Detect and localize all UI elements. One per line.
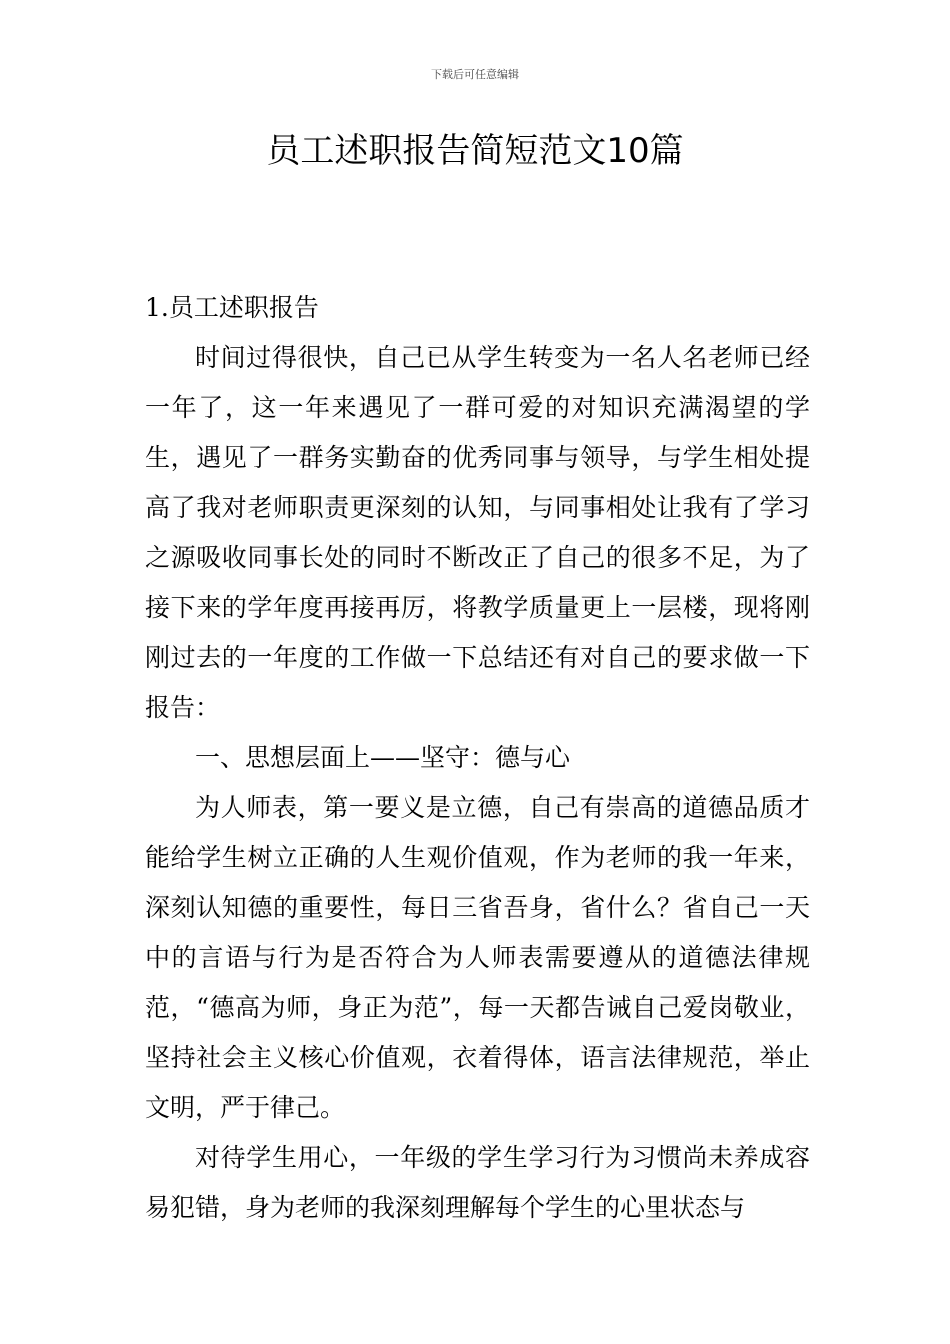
paragraph: 时间过得很快，自己已从学生转变为一名人名老师已经一年了，这一年来遇见了一群可爱的对知识充满渴望的学生，遇见了一群务实勤奋的优秀同事与领导，与学生相处提高了我对老师职责更深刻的认知，与同事相处让我有了学习之源吸收同事长处的同时不断改正了自己的很多不足，为了接下来的学年度再接再厉，将教学质量更上一层楼，现将刚刚过去的一年度的工作做一下总结还有对自己的要求做一下报告： bbox=[145, 343, 810, 722]
header-note: 下载后可任意编辑 bbox=[431, 68, 519, 81]
subsection-heading: 一、思想层面上——坚守：德与心 bbox=[195, 743, 571, 772]
section-heading: 1.员工述职报告 bbox=[145, 293, 319, 322]
document-title: 员工述职报告简短范文10篇 bbox=[266, 131, 684, 171]
paragraph: 对待学生用心，一年级的学生学习行为习惯尚未养成容易犯错，身为老师的我深刻理解每个学生的心里状态与 bbox=[145, 1143, 810, 1222]
document-body bbox=[145, 283, 810, 1233]
paragraph: 为人师表，第一要义是立德，自己有崇高的道德品质才能给学生树立正确的人生观价值观，作为老师的我一年来，深刻认知德的重要性，每日三省吾身，省什么？省自己一天中的言语与行为是否符合为人师表需要遵从的道德法律规范，“德高为师，身正为范”，每一天都告诫自己爱岗敬业，坚持社会主义核心价值观，衣着得体，语言法律规范，举止文明，严于律己。 bbox=[145, 793, 810, 1122]
